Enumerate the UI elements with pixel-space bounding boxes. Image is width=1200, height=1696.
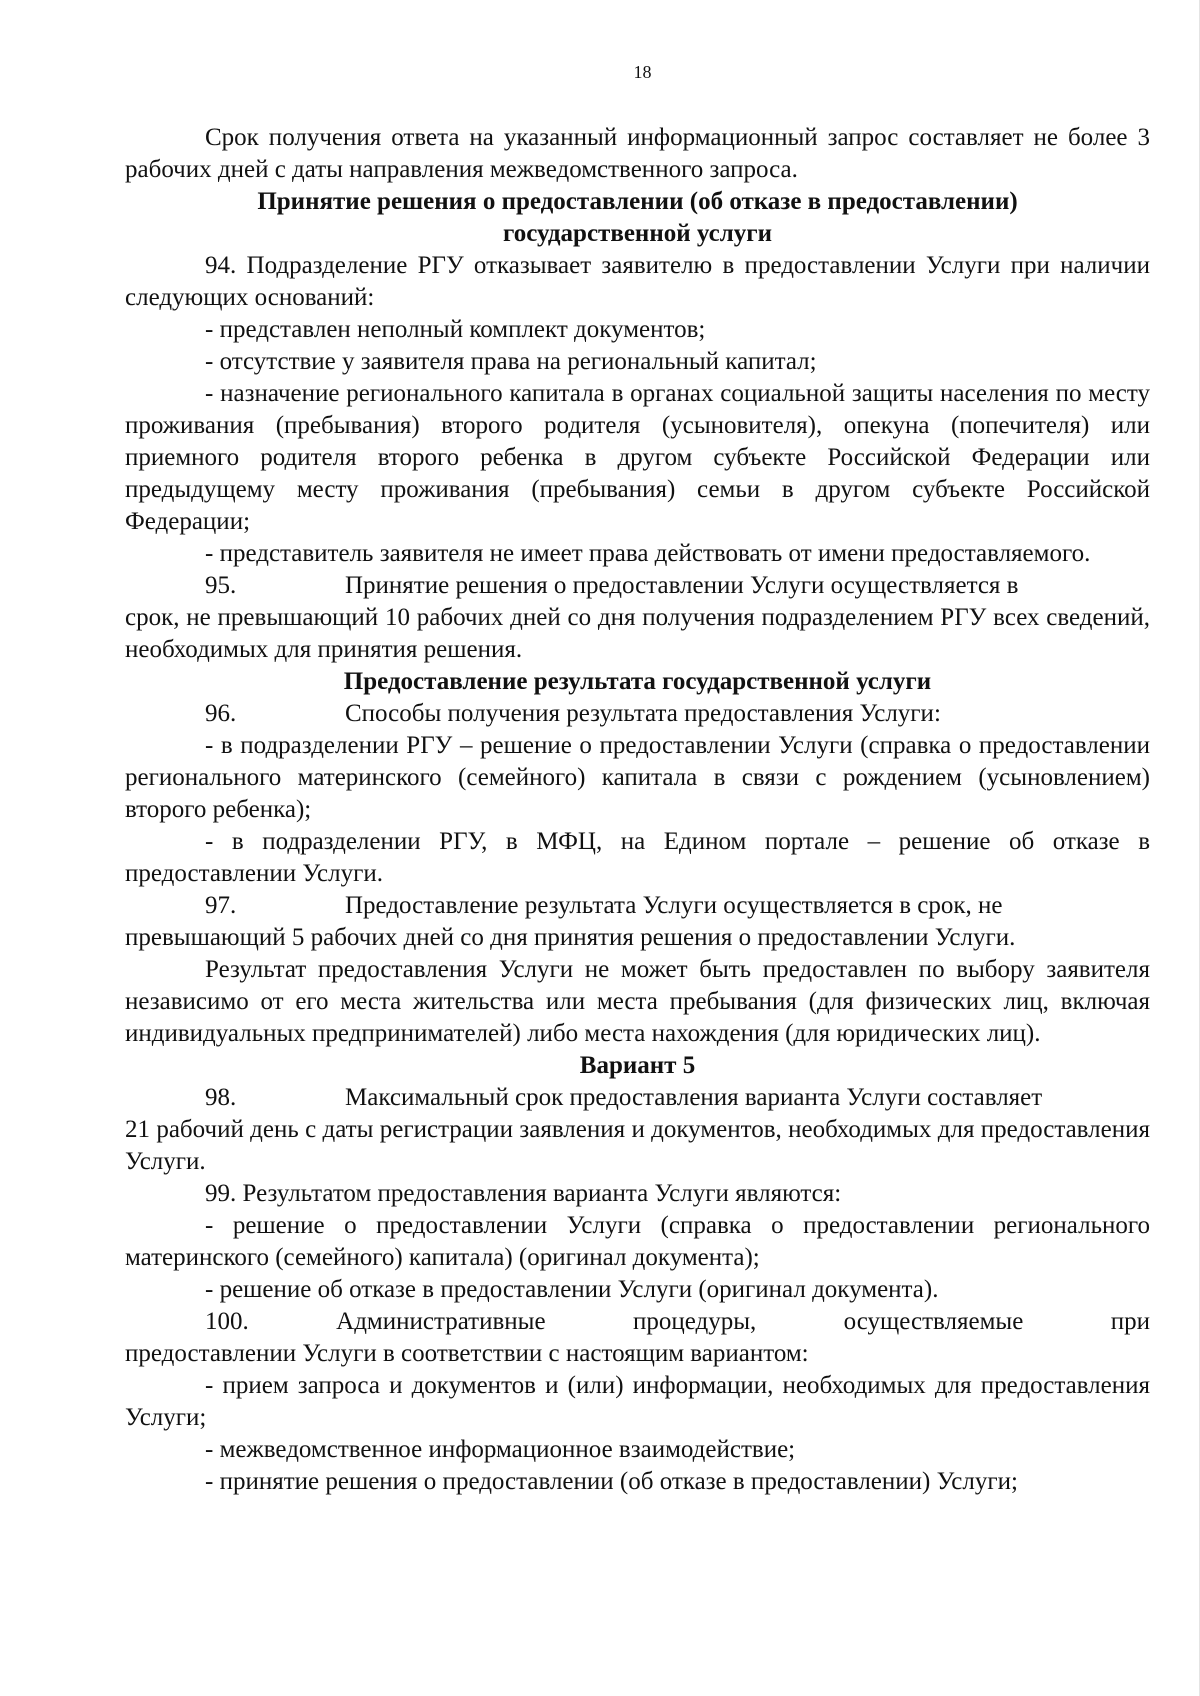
paragraph-96 bbox=[125, 698, 1150, 730]
document-page bbox=[125, 60, 1150, 1498]
list-item-interagency: - межведомственное информационное взаимодействие; bbox=[205, 1436, 796, 1463]
paragraph-97-rest: превышающий 5 рабочих дней со дня принятия решения о предоставлении Услуги. bbox=[125, 924, 1016, 951]
paragraph-100 bbox=[125, 1306, 1150, 1370]
paragraph-94: 94. Подразделение РГУ отказывает заявителю в предоставлении Услуги при наличии следующих оснований: bbox=[125, 252, 1150, 311]
section-heading-decision-line1: Принятие решения о предоставлении (об отказе в предоставлении) bbox=[257, 188, 1018, 215]
paragraph-95 bbox=[125, 570, 1150, 666]
list-item-decision-making: - принятие решения о предоставлении (об отказе в предоставлении) Услуги; bbox=[205, 1468, 1018, 1495]
paragraph-100-word-2: процедуры, bbox=[632, 1308, 757, 1335]
clause-number-97: 97. bbox=[205, 892, 237, 919]
list-item-decision-refusal: - решение об отказе в предоставлении Услуги (оригинал документа). bbox=[205, 1276, 939, 1303]
section-heading-variant-5: Вариант 5 bbox=[579, 1052, 696, 1079]
paragraph-96-text: Способы получения результата предоставления Услуги: bbox=[345, 700, 941, 727]
paragraph-response-deadline: Срок получения ответа на указанный информационный запрос составляет не более 3 рабочих дней с даты направления межведомственного запроса. bbox=[125, 124, 1150, 183]
paragraph-100-word-3: осуществляемые bbox=[843, 1308, 1024, 1335]
list-item-refusal-channels: - в подразделении РГУ, в МФЦ, на Едином портале – решение об отказе в предоставлении Услуги. bbox=[125, 828, 1150, 887]
paragraph-97 bbox=[125, 890, 1150, 954]
page-number: 18 bbox=[633, 62, 652, 82]
paragraph-98 bbox=[125, 1082, 1150, 1178]
section-heading-result: Предоставление результата государственной услуги bbox=[343, 668, 932, 695]
list-item-no-right: - отсутствие у заявителя права на региональный капитал; bbox=[205, 348, 817, 375]
list-item-other-region: - назначение регионального капитала в органах социальной защиты населения по месту проживания (пребывания) второго родителя (усыновителя), опекуна (попечителя) или приемного родителя второго ребенка в другом субъекте Российской Федерации или предыдущему месту проживания (пребывания) семьи в другом субъекте Российской Федерации; bbox=[125, 380, 1150, 535]
clause-number-96: 96. bbox=[205, 700, 237, 727]
paragraph-95-first-line: Принятие решения о предоставлении Услуги осуществляется в bbox=[345, 572, 1019, 599]
paragraph-result-not-by-choice: Результат предоставления Услуги не может быть предоставлен по выбору заявителя независимо от его места жительства или места пребывания (для физических лиц, включая индивидуальных предпринимателей) либо места нахождения (для юридических лиц). bbox=[125, 956, 1150, 1047]
paragraph-98-first-line: Максимальный срок предоставления варианта Услуги составляет bbox=[345, 1084, 1043, 1111]
paragraph-100-word-4: при bbox=[1110, 1308, 1150, 1335]
paragraph-99: 99. Результатом предоставления варианта Услуги являются: bbox=[205, 1180, 842, 1207]
clause-number-100: 100. bbox=[205, 1308, 249, 1335]
clause-number-98: 98. bbox=[205, 1084, 237, 1111]
list-item-incomplete-docs: - представлен неполный комплект документов; bbox=[205, 316, 706, 343]
paragraph-100-word-1: Административные bbox=[336, 1308, 546, 1335]
paragraph-100-rest: предоставлении Услуги в соответствии с настоящим вариантом: bbox=[125, 1340, 809, 1367]
paragraph-95-rest: срок, не превышающий 10 рабочих дней со дня получения подразделением РГУ всех сведений, необходимых для принятия решения. bbox=[125, 604, 1150, 663]
section-heading-decision-line2: государственной услуги bbox=[502, 220, 773, 247]
paragraph-98-rest: 21 рабочий день с даты регистрации заявления и документов, необходимых для предоставления Услуги. bbox=[125, 1116, 1150, 1175]
list-item-representative: - представитель заявителя не имеет права действовать от имени предоставляемого. bbox=[205, 540, 1091, 567]
list-item-rgu-decision: - в подразделении РГУ – решение о предоставлении Услуги (справка о предоставлении регионального материнского (семейного) капитала в связи с рождением (усыновлением) второго ребенка); bbox=[125, 732, 1150, 823]
clause-number-95: 95. bbox=[205, 572, 237, 599]
list-item-request-intake: - прием запроса и документов и (или) информации, необходимых для предоставления Услуги; bbox=[125, 1372, 1150, 1431]
list-item-decision-grant: - решение о предоставлении Услуги (справка о предоставлении регионального материнского (семейного) капитала) (оригинал документа); bbox=[125, 1212, 1150, 1271]
paragraph-97-first-line: Предоставление результата Услуги осуществляется в срок, не bbox=[345, 892, 1003, 919]
